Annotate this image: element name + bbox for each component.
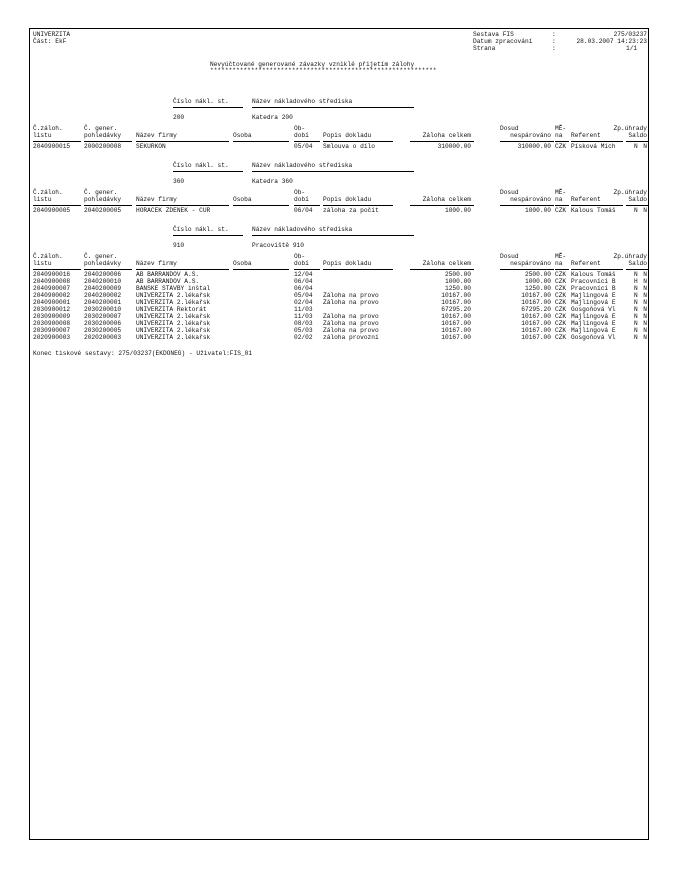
page-value: 1/1 — [626, 45, 638, 52]
cell-referent: Gosgoňová Vl — [571, 334, 616, 341]
cell-currency: CZK — [555, 143, 567, 150]
cell-referent: Majlingová E — [571, 313, 616, 320]
col-header: Dosud — [500, 125, 519, 132]
col-rule — [323, 269, 393, 270]
cell-referent: Písková Mich — [571, 143, 616, 150]
cell-saldo: N — [643, 334, 647, 341]
cell-payment-mode: N — [634, 271, 638, 278]
col-rule — [136, 141, 229, 142]
col-rule — [136, 205, 229, 206]
col-rule — [323, 141, 393, 142]
cell-description: Záloha na provo — [323, 299, 379, 306]
cell-advance-total: 1000.00 — [445, 207, 471, 214]
col-header: Ob- — [294, 189, 306, 196]
col-header: nespárováno — [510, 196, 551, 203]
cell-payment-mode: N — [634, 306, 638, 313]
cost-center-code: 910 — [173, 242, 185, 249]
cell-company: HORACEK ZDENEK - CUR — [136, 207, 211, 214]
col-rule — [555, 141, 569, 142]
cell-unpaired: 10167.00 — [521, 292, 551, 299]
col-header: Název firmy — [136, 132, 177, 139]
cell-company: SEKURKON — [136, 143, 166, 150]
cost-center-no-header: Číslo nákl. st. — [173, 98, 229, 105]
cell-advance-total: 10167.00 — [441, 320, 471, 327]
cell-advance-total: 1000.00 — [445, 278, 471, 285]
colon: : — [552, 38, 556, 45]
colon: : — [552, 31, 556, 38]
report-footer: Konec tiskové sestavy: 275/03237(EKDONEG) - Uživatel:FIS_01 — [33, 350, 253, 357]
col-rule — [626, 205, 649, 206]
cell-currency: CZK — [555, 207, 567, 214]
col-header: Zp.úhrady — [613, 125, 647, 132]
cell-period: 05/04 — [294, 292, 313, 299]
cell-currency: CZK — [555, 306, 567, 313]
cell-period: 05/04 — [294, 143, 313, 150]
col-rule — [626, 141, 649, 142]
col-rule — [571, 141, 623, 142]
col-header: Saldo — [628, 196, 647, 203]
cell-referent: Majlingová E — [571, 327, 616, 334]
col-header: Zp.úhrady — [613, 253, 647, 260]
cell-doc-no: 2020900003 — [33, 334, 71, 341]
cell-saldo: N — [643, 306, 647, 313]
cell-receivable-no: 2040200005 — [84, 207, 122, 214]
cell-description: Záloha na provo — [323, 327, 379, 334]
col-header: Č.záloh. — [33, 189, 63, 196]
cell-period: 08/03 — [294, 320, 313, 327]
cell-receivable-no: 2030200006 — [84, 320, 122, 327]
cell-currency: CZK — [555, 271, 567, 278]
cell-receivable-no: 2000200008 — [84, 143, 122, 150]
col-header: Č. gener. — [84, 253, 118, 260]
cost-center-name-header: Název nákladového střediska — [252, 162, 353, 169]
col-header: Záloha celkem — [422, 260, 471, 267]
cost-center-name: Katedra 360 — [252, 178, 293, 185]
col-header: MĚ- — [555, 125, 567, 132]
cell-saldo: N — [643, 143, 647, 150]
col-header: na — [555, 260, 563, 267]
cell-saldo: N — [643, 327, 647, 334]
cell-company: UNIVERZITA 2.lékařsk — [136, 313, 211, 320]
col-rule — [33, 205, 81, 206]
cell-referent: Pracovníci B — [571, 278, 616, 285]
title-underline: ************************************************************* — [210, 67, 437, 74]
col-rule — [33, 141, 81, 142]
report-number: 275/03237 — [613, 31, 647, 38]
cell-description: Záloha na provo — [323, 320, 379, 327]
cell-unpaired: 310000.00 — [517, 143, 551, 150]
cell-referent: Majlingová E — [571, 299, 616, 306]
col-header: Osoba — [233, 196, 252, 203]
col-rule — [84, 205, 132, 206]
cell-saldo: N — [643, 207, 647, 214]
cell-saldo: N — [643, 299, 647, 306]
cell-description: Záloha na provo — [323, 292, 379, 299]
cell-doc-no: 2040900016 — [33, 271, 71, 278]
cell-payment-mode: N — [634, 292, 638, 299]
cell-receivable-no: 2040200001 — [84, 299, 122, 306]
cell-period: 05/03 — [294, 327, 313, 334]
col-rule — [410, 205, 474, 206]
cell-doc-no: 2040900015 — [33, 143, 71, 150]
cell-saldo: N — [643, 278, 647, 285]
cell-company: UNIVERZITA 2.lékařsk — [136, 299, 211, 306]
col-header: Dosud — [500, 253, 519, 260]
group-header-rule — [173, 235, 243, 236]
cost-center-no-header: Číslo nákl. st. — [173, 162, 229, 169]
cell-doc-no: 2040900002 — [33, 292, 71, 299]
col-rule — [626, 269, 649, 270]
cell-referent: Majlingová E — [571, 292, 616, 299]
cell-company: UNIVERZITA 2.lékařsk — [136, 292, 211, 299]
col-rule — [233, 269, 289, 270]
cell-receivable-no: 2040200010 — [84, 278, 122, 285]
cell-company: UNIVERZITA 2.lékařsk — [136, 327, 211, 334]
cell-unpaired: 10167.00 — [521, 313, 551, 320]
cell-company: AB BARRANDOV A.S. — [136, 278, 200, 285]
report-title: Nevyúčtované generované závazky vzniklé přijetím zálohy — [210, 61, 415, 68]
cell-description: záloha provozní — [323, 334, 379, 341]
col-header: Záloha celkem — [422, 132, 471, 139]
col-header: Popis dokladu — [323, 260, 372, 267]
cell-description: Smlouva o dílo — [323, 143, 375, 150]
org-name: UNIVERZITA — [33, 31, 71, 38]
cell-unpaired: 10167.00 — [521, 327, 551, 334]
cell-receivable-no: 2020200003 — [84, 334, 122, 341]
col-rule — [294, 269, 320, 270]
report-label: Sestava FIS — [473, 31, 514, 38]
cell-unpaired: 1250.00 — [525, 285, 551, 292]
colon: : — [552, 45, 556, 52]
group-header-rule — [252, 235, 414, 236]
col-header: Název firmy — [136, 260, 177, 267]
cell-advance-total: 67295.20 — [441, 306, 471, 313]
cost-center-code: 360 — [173, 178, 185, 185]
cell-unpaired: 10167.00 — [521, 299, 551, 306]
col-header: Č.záloh. — [33, 125, 63, 132]
cell-saldo: N — [643, 271, 647, 278]
cell-description: záloha za počít — [323, 207, 379, 214]
cell-referent: Pracovníci B — [571, 285, 616, 292]
cell-referent: Kalous Tomáš — [571, 207, 616, 214]
col-rule — [410, 141, 474, 142]
cell-doc-no: 2040900001 — [33, 299, 71, 306]
col-header: nespárováno — [510, 260, 551, 267]
cell-unpaired: 67295.20 — [521, 306, 551, 313]
col-header: Osoba — [233, 260, 252, 267]
col-header: Saldo — [628, 132, 647, 139]
cell-period: 06/04 — [294, 278, 313, 285]
col-rule — [500, 141, 554, 142]
col-header: dobí — [294, 260, 309, 267]
col-header: Referent — [571, 196, 601, 203]
cost-center-name: Pracoviště 910 — [252, 242, 304, 249]
col-rule — [555, 205, 569, 206]
col-header: Referent — [571, 260, 601, 267]
cell-currency: CZK — [555, 299, 567, 306]
page-label: Strana — [473, 45, 496, 52]
col-header: listu — [33, 132, 52, 139]
cost-center-code: 200 — [173, 114, 185, 121]
cell-advance-total: 10167.00 — [441, 334, 471, 341]
cell-referent: Majlingová E — [571, 320, 616, 327]
cell-currency: CZK — [555, 285, 567, 292]
cell-saldo: N — [643, 285, 647, 292]
cell-saldo: N — [643, 292, 647, 299]
cell-advance-total: 10167.00 — [441, 313, 471, 320]
cell-payment-mode: N — [634, 334, 638, 341]
cell-payment-mode: N — [634, 285, 638, 292]
cell-doc-no: 2040900008 — [33, 278, 71, 285]
cell-payment-mode: N — [634, 143, 638, 150]
cell-advance-total: 10167.00 — [441, 327, 471, 334]
col-header: Č. gener. — [84, 125, 118, 132]
col-rule — [500, 205, 554, 206]
col-rule — [84, 269, 132, 270]
col-rule — [571, 269, 623, 270]
cell-saldo: N — [643, 313, 647, 320]
cell-currency: CZK — [555, 320, 567, 327]
col-header: listu — [33, 260, 52, 267]
col-header: dobí — [294, 132, 309, 139]
col-header: Č.záloh. — [33, 253, 63, 260]
cell-doc-no: 2030900007 — [33, 327, 71, 334]
cell-currency: CZK — [555, 278, 567, 285]
col-header: Zp.úhrady — [613, 189, 647, 196]
col-header: pohledávky — [84, 260, 122, 267]
col-rule — [410, 269, 474, 270]
col-rule — [294, 141, 320, 142]
group-header-rule — [173, 107, 243, 108]
col-rule — [555, 269, 569, 270]
col-header: Popis dokladu — [323, 196, 372, 203]
col-header: Popis dokladu — [323, 132, 372, 139]
cell-advance-total: 2500.00 — [445, 271, 471, 278]
col-rule — [233, 141, 289, 142]
cell-advance-total: 310000.00 — [437, 143, 471, 150]
cell-doc-no: 2040900007 — [33, 285, 71, 292]
col-header: listu — [33, 196, 52, 203]
cell-receivable-no: 2040200009 — [84, 285, 122, 292]
col-header: MĚ- — [555, 253, 567, 260]
date-value: 28.03.2007 14:23:23 — [576, 38, 647, 45]
col-header: Referent — [571, 132, 601, 139]
cost-center-name: Katedra 200 — [252, 114, 293, 121]
cell-saldo: N — [643, 320, 647, 327]
col-header: pohledávky — [84, 132, 122, 139]
report-page — [29, 28, 649, 840]
cell-referent: Kalous Tomáš — [571, 271, 616, 278]
cell-currency: CZK — [555, 313, 567, 320]
col-header: pohledávky — [84, 196, 122, 203]
date-label: Datum zpracování — [473, 38, 533, 45]
cost-center-name-header: Název nákladového střediska — [252, 226, 353, 233]
col-header: Osoba — [233, 132, 252, 139]
cell-payment-mode: N — [634, 327, 638, 334]
col-header: Název firmy — [136, 196, 177, 203]
col-header: dobí — [294, 196, 309, 203]
cell-period: 06/04 — [294, 207, 313, 214]
col-rule — [323, 205, 393, 206]
cell-unpaired: 10167.00 — [521, 320, 551, 327]
cell-description: Záloha na provo — [323, 313, 379, 320]
org-part: Část: EkF — [33, 38, 67, 45]
col-rule — [84, 141, 132, 142]
cell-payment-mode: N — [634, 320, 638, 327]
cell-advance-total: 1250.00 — [445, 285, 471, 292]
col-rule — [571, 205, 623, 206]
cell-payment-mode: N — [634, 299, 638, 306]
cell-receivable-no: 2040200002 — [84, 292, 122, 299]
col-rule — [500, 269, 554, 270]
cell-receivable-no: 2030200007 — [84, 313, 122, 320]
col-rule — [233, 205, 289, 206]
cell-receivable-no: 2040200006 — [84, 271, 122, 278]
cell-referent: Gosgoňová Vl — [571, 306, 616, 313]
col-rule — [33, 269, 81, 270]
cell-company: BANSKE STAVBY inštal — [136, 285, 211, 292]
cell-doc-no: 2030900012 — [33, 306, 71, 313]
cell-period: 12/04 — [294, 271, 313, 278]
col-header: na — [555, 132, 563, 139]
cost-center-name-header: Název nákladového střediska — [252, 98, 353, 105]
col-header: MĚ- — [555, 189, 567, 196]
col-header: Č. gener. — [84, 189, 118, 196]
col-header: Záloha celkem — [422, 196, 471, 203]
cell-company: UNIVERZITA 2.lékařsk — [136, 320, 211, 327]
group-header-rule — [252, 107, 414, 108]
cell-unpaired: 1000.00 — [525, 207, 551, 214]
cell-doc-no: 2030900009 — [33, 313, 71, 320]
cell-period: 02/02 — [294, 334, 313, 341]
col-header: Dosud — [500, 189, 519, 196]
cell-period: 06/04 — [294, 285, 313, 292]
col-rule — [136, 269, 229, 270]
cell-payment-mode: N — [634, 207, 638, 214]
cell-period: 02/04 — [294, 299, 313, 306]
group-header-rule — [252, 171, 414, 172]
cell-advance-total: 10167.00 — [441, 299, 471, 306]
cell-advance-total: 10167.00 — [441, 292, 471, 299]
cell-currency: CZK — [555, 292, 567, 299]
cell-period: 11/03 — [294, 306, 313, 313]
cell-receivable-no: 2030200005 — [84, 327, 122, 334]
cell-payment-mode: N — [634, 313, 638, 320]
cell-company: UNIVERZITA Rektorát — [136, 306, 207, 313]
col-rule — [294, 205, 320, 206]
col-header: Ob- — [294, 253, 306, 260]
cell-company: UNIVERZITA 2.lékařsk — [136, 334, 211, 341]
col-header: Ob- — [294, 125, 306, 132]
group-header-rule — [173, 171, 243, 172]
cell-period: 11/03 — [294, 313, 313, 320]
cell-unpaired: 10167.00 — [521, 334, 551, 341]
cell-currency: CZK — [555, 327, 567, 334]
cell-unpaired: 2500.00 — [525, 271, 551, 278]
cell-currency: CZK — [555, 334, 567, 341]
col-header: Saldo — [628, 260, 647, 267]
cell-company: AB BARRANDOV A.S. — [136, 271, 200, 278]
cell-receivable-no: 2030200010 — [84, 306, 122, 313]
cost-center-no-header: Číslo nákl. st. — [173, 226, 229, 233]
col-header: nespárováno — [510, 132, 551, 139]
cell-payment-mode: H — [634, 278, 638, 285]
cell-unpaired: 1000.00 — [525, 278, 551, 285]
cell-doc-no: 2040900005 — [33, 207, 71, 214]
cell-doc-no: 2030900008 — [33, 320, 71, 327]
col-header: na — [555, 196, 563, 203]
